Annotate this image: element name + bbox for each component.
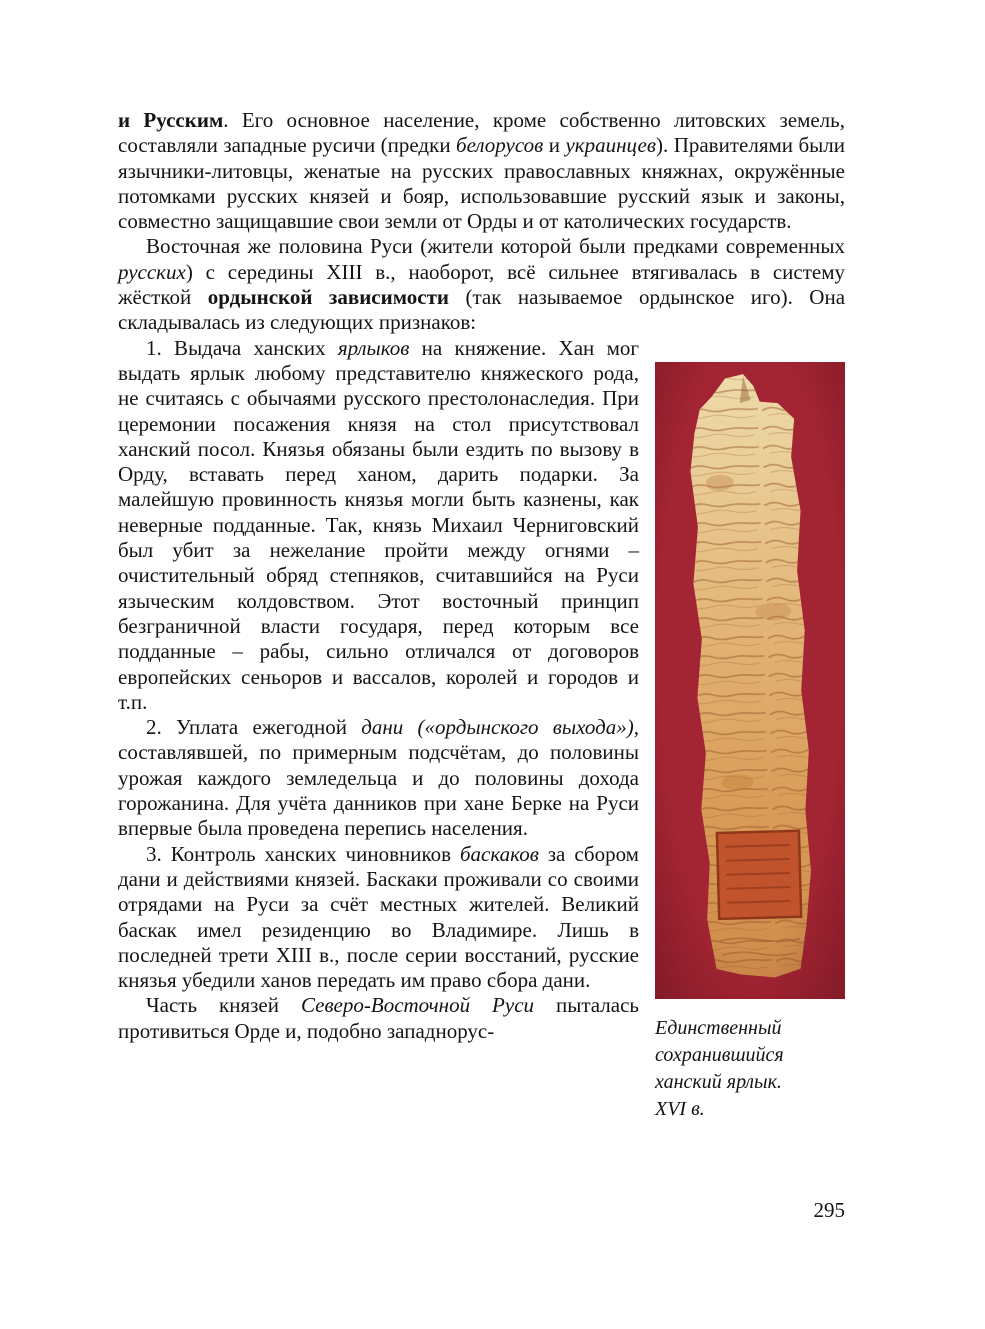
text-segment: . Его основное население, кроме собственно литовских земель, составляли западные русичи (предки <box>118 108 845 158</box>
text-segment: баскаков <box>459 841 539 866</box>
text-segment: дани («ордынского выхода») <box>361 715 634 740</box>
text-segment: ордынской зависимости <box>207 285 449 310</box>
text-segment: за сбором дани и действиями князей. Баскаки проживали со своими отрядами на Руси за счёт местных жителей. Великий баскак имел резиденцию во Владимире. Лишь в последней трети XIII в., после серии восстаний, русские князья убедили ханов передать им право сбора дани. <box>118 841 639 993</box>
text-segment: белорусов <box>456 133 544 158</box>
text-segment: на княжение. Хан мог выдать ярлык любому представителю княжеского рода, не считаясь с обычаями русского престолонаследия. При церемонии посажения князя на стол присутствовал ханский посол. Князья обязаны были ездить по вызову в Орду, вставать перед ханом, дарить подарки. За малейшую провинность князья могли быть казнены, как неверные подданные. Так, князь Михаил Черниговский был убит за нежелание пройти между огнями – очистительный обряд степняков, считавшийся на Руси языческим колдовством. Этот восточный принцип безграничной власти государя, перед которым все подданные – рабы, сильно отличался от договоров европейских сеньоров и вассалов, королей и городов и т.п. <box>118 335 639 714</box>
text-segment: ) с середины XIII в., наоборот, всё сильнее втягивалась в систему жёсткой <box>118 259 845 310</box>
paragraph-lithuanian-rus <box>118 108 845 234</box>
text-segment: и <box>543 133 566 158</box>
text-segment: 1. Выдача ханских <box>146 335 338 360</box>
text-segment: ярлыков <box>337 335 410 360</box>
text-segment: ). Правителями были язычники-литовцы, женатые на русских православных княжнах, окружённые потомками русских князей и бояр, использовавшие русский язык и законы, совместно защищавшие свои земли от Орды и от католических государств. <box>118 133 845 234</box>
text-segment: (так называемое ордынское иго). Она складывалась из следующих признаков: <box>118 285 846 335</box>
text-segment: и Русским <box>118 108 224 132</box>
page-text <box>118 108 845 1123</box>
text-segment: украинцев <box>565 133 656 158</box>
yarlyk-photo <box>655 362 845 999</box>
photo-vignette <box>655 362 845 999</box>
page-number: 295 <box>813 1198 845 1222</box>
yarlyk-figure <box>655 362 845 1123</box>
text-segment: 3. Контроль ханских чиновников <box>146 841 460 866</box>
text-segment: Восточная же половина Руси (жители которой были предками современных <box>146 234 845 259</box>
text-segment: русских <box>118 259 186 284</box>
text-segment: 2. Уплата ежегодной <box>146 715 362 740</box>
paragraph-eastern-rus <box>118 234 845 335</box>
text-segment: , составлявшей, по примерным подсчётам, до половины урожая каждого земледельца и до половины дохода горожанина. Для учёта данников при хане Берке на Руси впервые была проведена перепись населения. <box>118 715 639 841</box>
figure-caption: Единственный сохранившийся ханский ярлык. XVI в. <box>655 1016 784 1120</box>
text-segment: Часть князей <box>146 993 301 1018</box>
text-segment: пыталась противиться Орде и, подобно западнорус- <box>118 993 639 1043</box>
text-segment: Северо-Восточной Руси <box>300 993 535 1018</box>
